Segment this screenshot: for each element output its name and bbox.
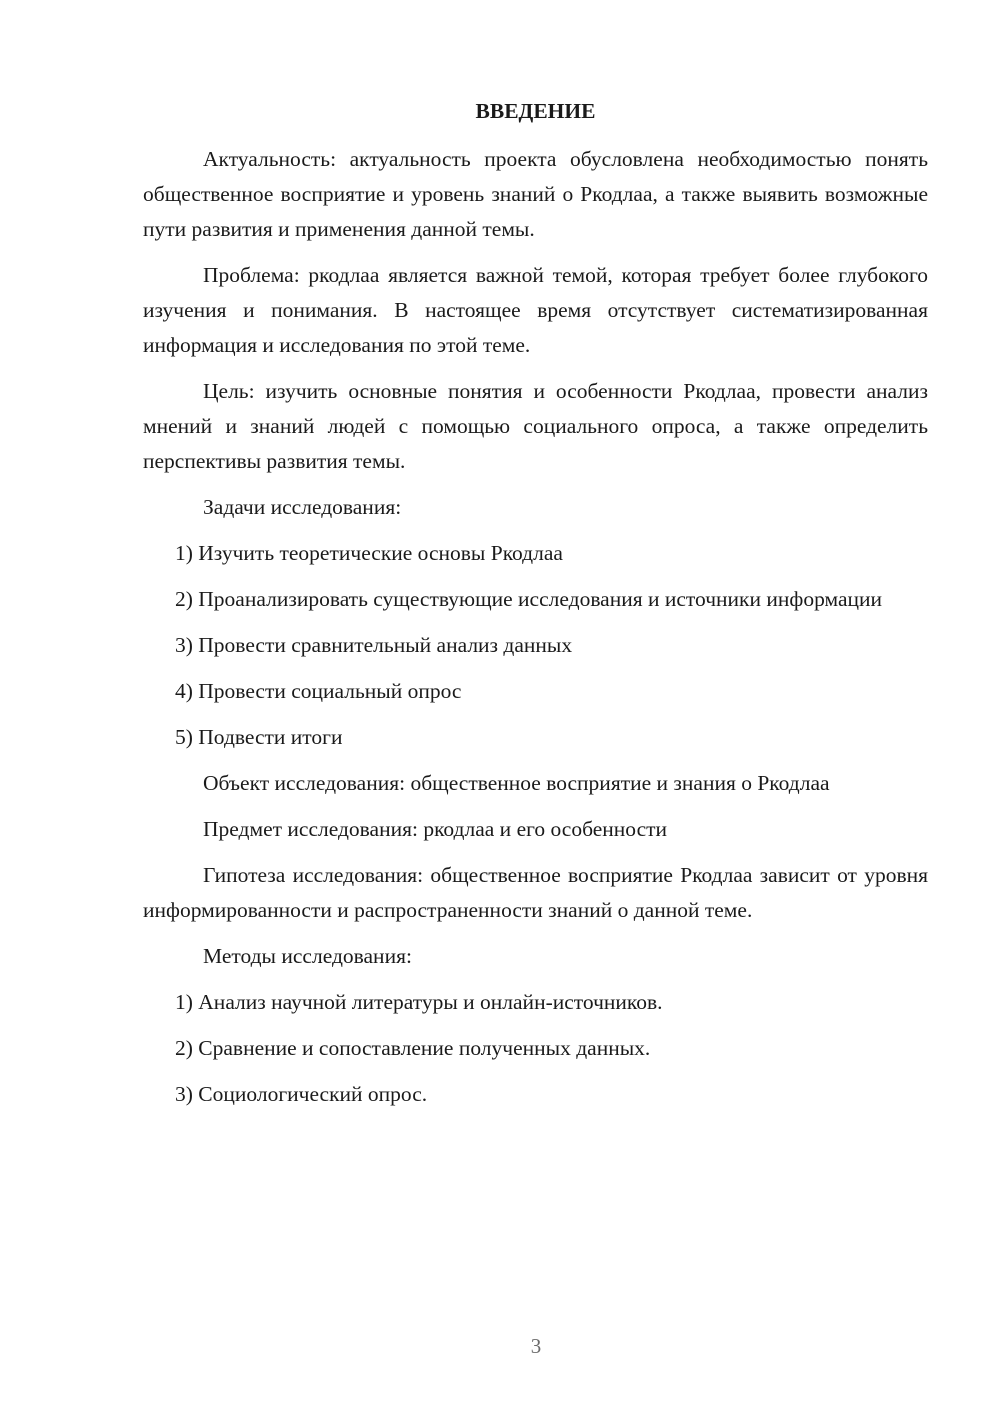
method-item: 3) Социологический опрос. xyxy=(175,1082,428,1106)
tasks-title: Задачи исследования: xyxy=(203,495,402,519)
problem-paragraph: Проблема: ркодлаа является важной темой, которая требует более глубокого изучения и понимания. В настоящее время отсутствует систематизированная информация и исследования по этой теме. xyxy=(143,263,928,357)
method-item: 1) Анализ научной литературы и онлайн-источников. xyxy=(175,990,663,1014)
page-title: ВВЕДЕНИЕ xyxy=(475,99,596,123)
document-page xyxy=(143,94,928,1123)
methods-title: Методы исследования: xyxy=(203,944,412,968)
subject-paragraph: Предмет исследования: ркодлаа и его особенности xyxy=(203,817,668,841)
task-item: 5) Подвести итоги xyxy=(175,725,343,749)
object-paragraph: Объект исследования: общественное восприятие и знания о Ркодлаа xyxy=(203,771,830,795)
task-item: 3) Провести сравнительный анализ данных xyxy=(175,633,573,657)
task-item: 1) Изучить теоретические основы Ркодлаа xyxy=(175,541,563,565)
task-item: 4) Провести социальный опрос xyxy=(175,679,462,703)
hypothesis-paragraph: Гипотеза исследования: общественное восприятие Ркодлаа зависит от уровня информированности и распространенности знаний о данной теме. xyxy=(143,863,928,922)
task-item: 2) Проанализировать существующие исследования и источники информации xyxy=(175,587,883,611)
page-number: 3 xyxy=(530,1334,542,1358)
relevance-paragraph: Актуальность: актуальность проекта обусловлена необходимостью понять общественное восприятие и уровень знаний о Ркодлаа, а также выявить возможные пути развития и применения данной темы. xyxy=(143,147,928,241)
method-item: 2) Сравнение и сопоставление полученных данных. xyxy=(175,1036,651,1060)
goal-paragraph: Цель: изучить основные понятия и особенности Ркодлаа, провести анализ мнений и знаний людей с помощью социального опроса, а также определить перспективы развития темы. xyxy=(143,379,928,473)
